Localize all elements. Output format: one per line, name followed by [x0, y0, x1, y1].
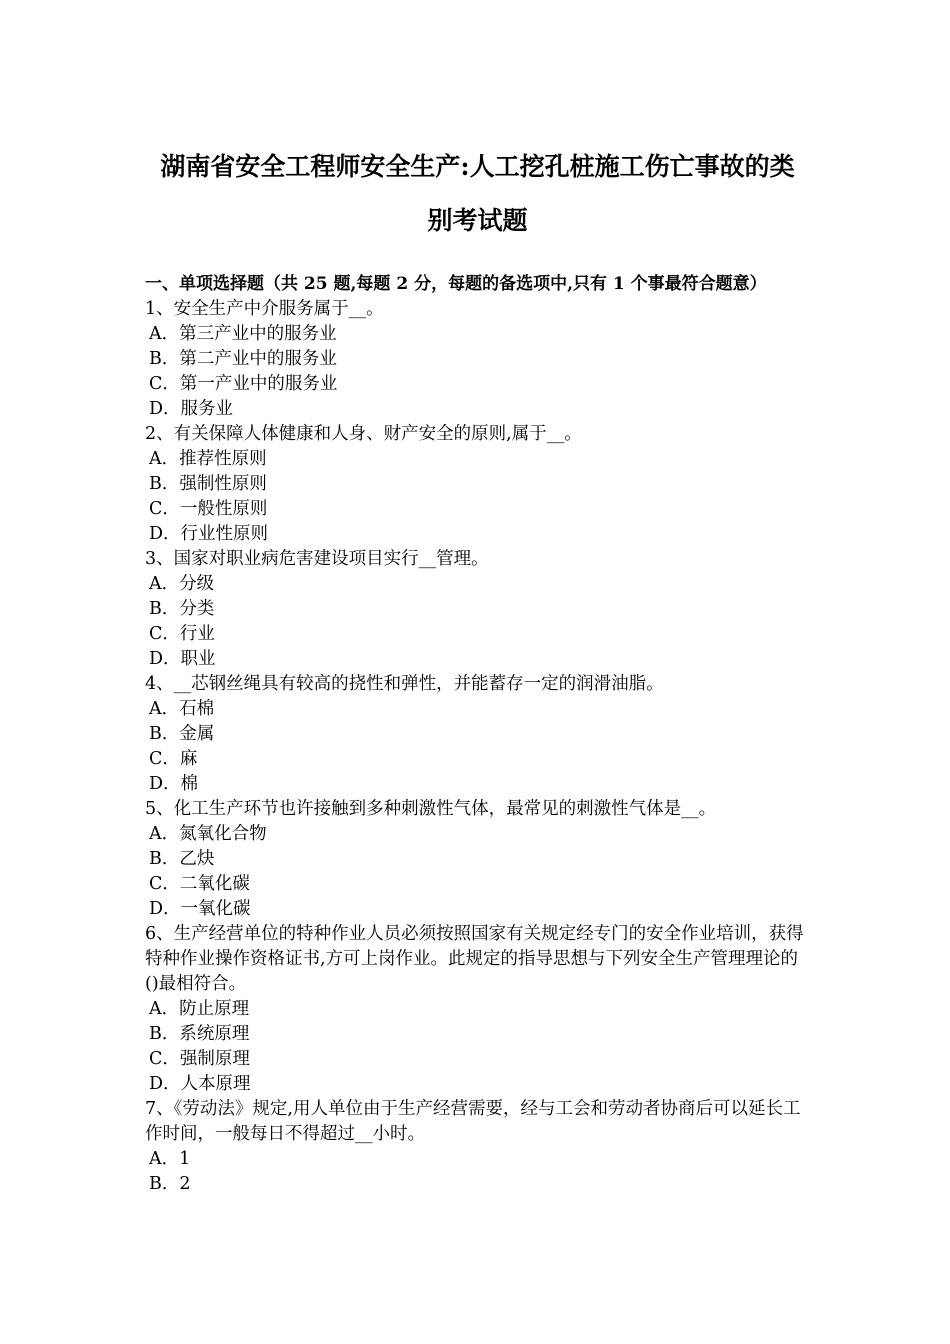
option-c: C．第一产业中的服务业 — [149, 374, 338, 394]
question-text: 4、__芯钢丝绳具有较高的挠性和弹性，并能蓄存一定的润滑油脂。 — [145, 674, 664, 694]
option-b: B．金属 — [149, 724, 215, 744]
option-d: D．服务业 — [149, 399, 234, 419]
question-list — [145, 297, 810, 1197]
section-heading: 一、单项选择题（共 25 题,每题 2 分，每题的备选项中,只有 1 个事最符合题意） — [145, 274, 767, 294]
option-d: D．人本原理 — [149, 1074, 251, 1094]
option-b: B．强制性原则 — [149, 474, 267, 494]
option-b: B．2 — [149, 1174, 191, 1194]
question-5 — [145, 797, 810, 922]
option-b: B．分类 — [149, 599, 215, 619]
option-a: A．防止原理 — [149, 999, 250, 1019]
question-text: 2、有关保障人体健康和人身、财产安全的原则,属于__。 — [145, 424, 582, 444]
question-text: 7、《劳动法》规定,用人单位由于生产经营需要，经与工会和劳动者协商后可以延长工作时间，一般每日不得超过__小时。 — [145, 1099, 801, 1144]
question-3 — [145, 547, 810, 672]
option-c: C．二氧化碳 — [149, 874, 250, 894]
option-c: C．强制原理 — [149, 1049, 250, 1069]
option-a: A．1 — [149, 1149, 191, 1169]
question-text: 5、化工生产环节也许接触到多种刺激性气体，最常见的刺激性气体是__。 — [145, 799, 717, 819]
question-text: 6、生产经营单位的特种作业人员必须按照国家有关规定经专门的安全作业培训，获得特种作业操作资格证书,方可上岗作业。此规定的指导思想与下列安全生产管理理论的()最相符合。 — [145, 924, 804, 994]
option-b: B．系统原理 — [149, 1024, 250, 1044]
option-c: C．麻 — [149, 749, 198, 769]
question-1 — [145, 297, 810, 422]
option-a: A．推荐性原则 — [149, 449, 267, 469]
document-page — [145, 140, 810, 1197]
option-a: A．第三产业中的服务业 — [149, 324, 337, 344]
question-text: 1、安全生产中介服务属于__。 — [145, 299, 384, 319]
option-b: B．第二产业中的服务业 — [149, 349, 337, 369]
option-c: C．行业 — [149, 624, 215, 644]
option-b: B．乙炔 — [149, 849, 215, 869]
question-text: 3、国家对职业病危害建设项目实行__管理。 — [145, 549, 489, 569]
option-d: D．一氧化碳 — [149, 899, 251, 919]
option-d: D．行业性原则 — [149, 524, 269, 544]
question-6 — [145, 922, 810, 1097]
option-d: D．棉 — [149, 774, 199, 794]
option-a: A．石棉 — [149, 699, 215, 719]
option-d: D．职业 — [149, 649, 216, 669]
question-2 — [145, 422, 810, 547]
question-4 — [145, 672, 810, 797]
option-a: A．分级 — [149, 574, 215, 594]
document-title-line2: 别考试题 — [427, 206, 528, 235]
option-a: A．氮氧化合物 — [149, 824, 267, 844]
document-title-line1: 湖南省安全工程师安全生产:人工挖孔桩施工伤亡事故的类 — [160, 152, 795, 181]
question-7 — [145, 1097, 810, 1197]
option-c: C．一般性原则 — [149, 499, 268, 519]
